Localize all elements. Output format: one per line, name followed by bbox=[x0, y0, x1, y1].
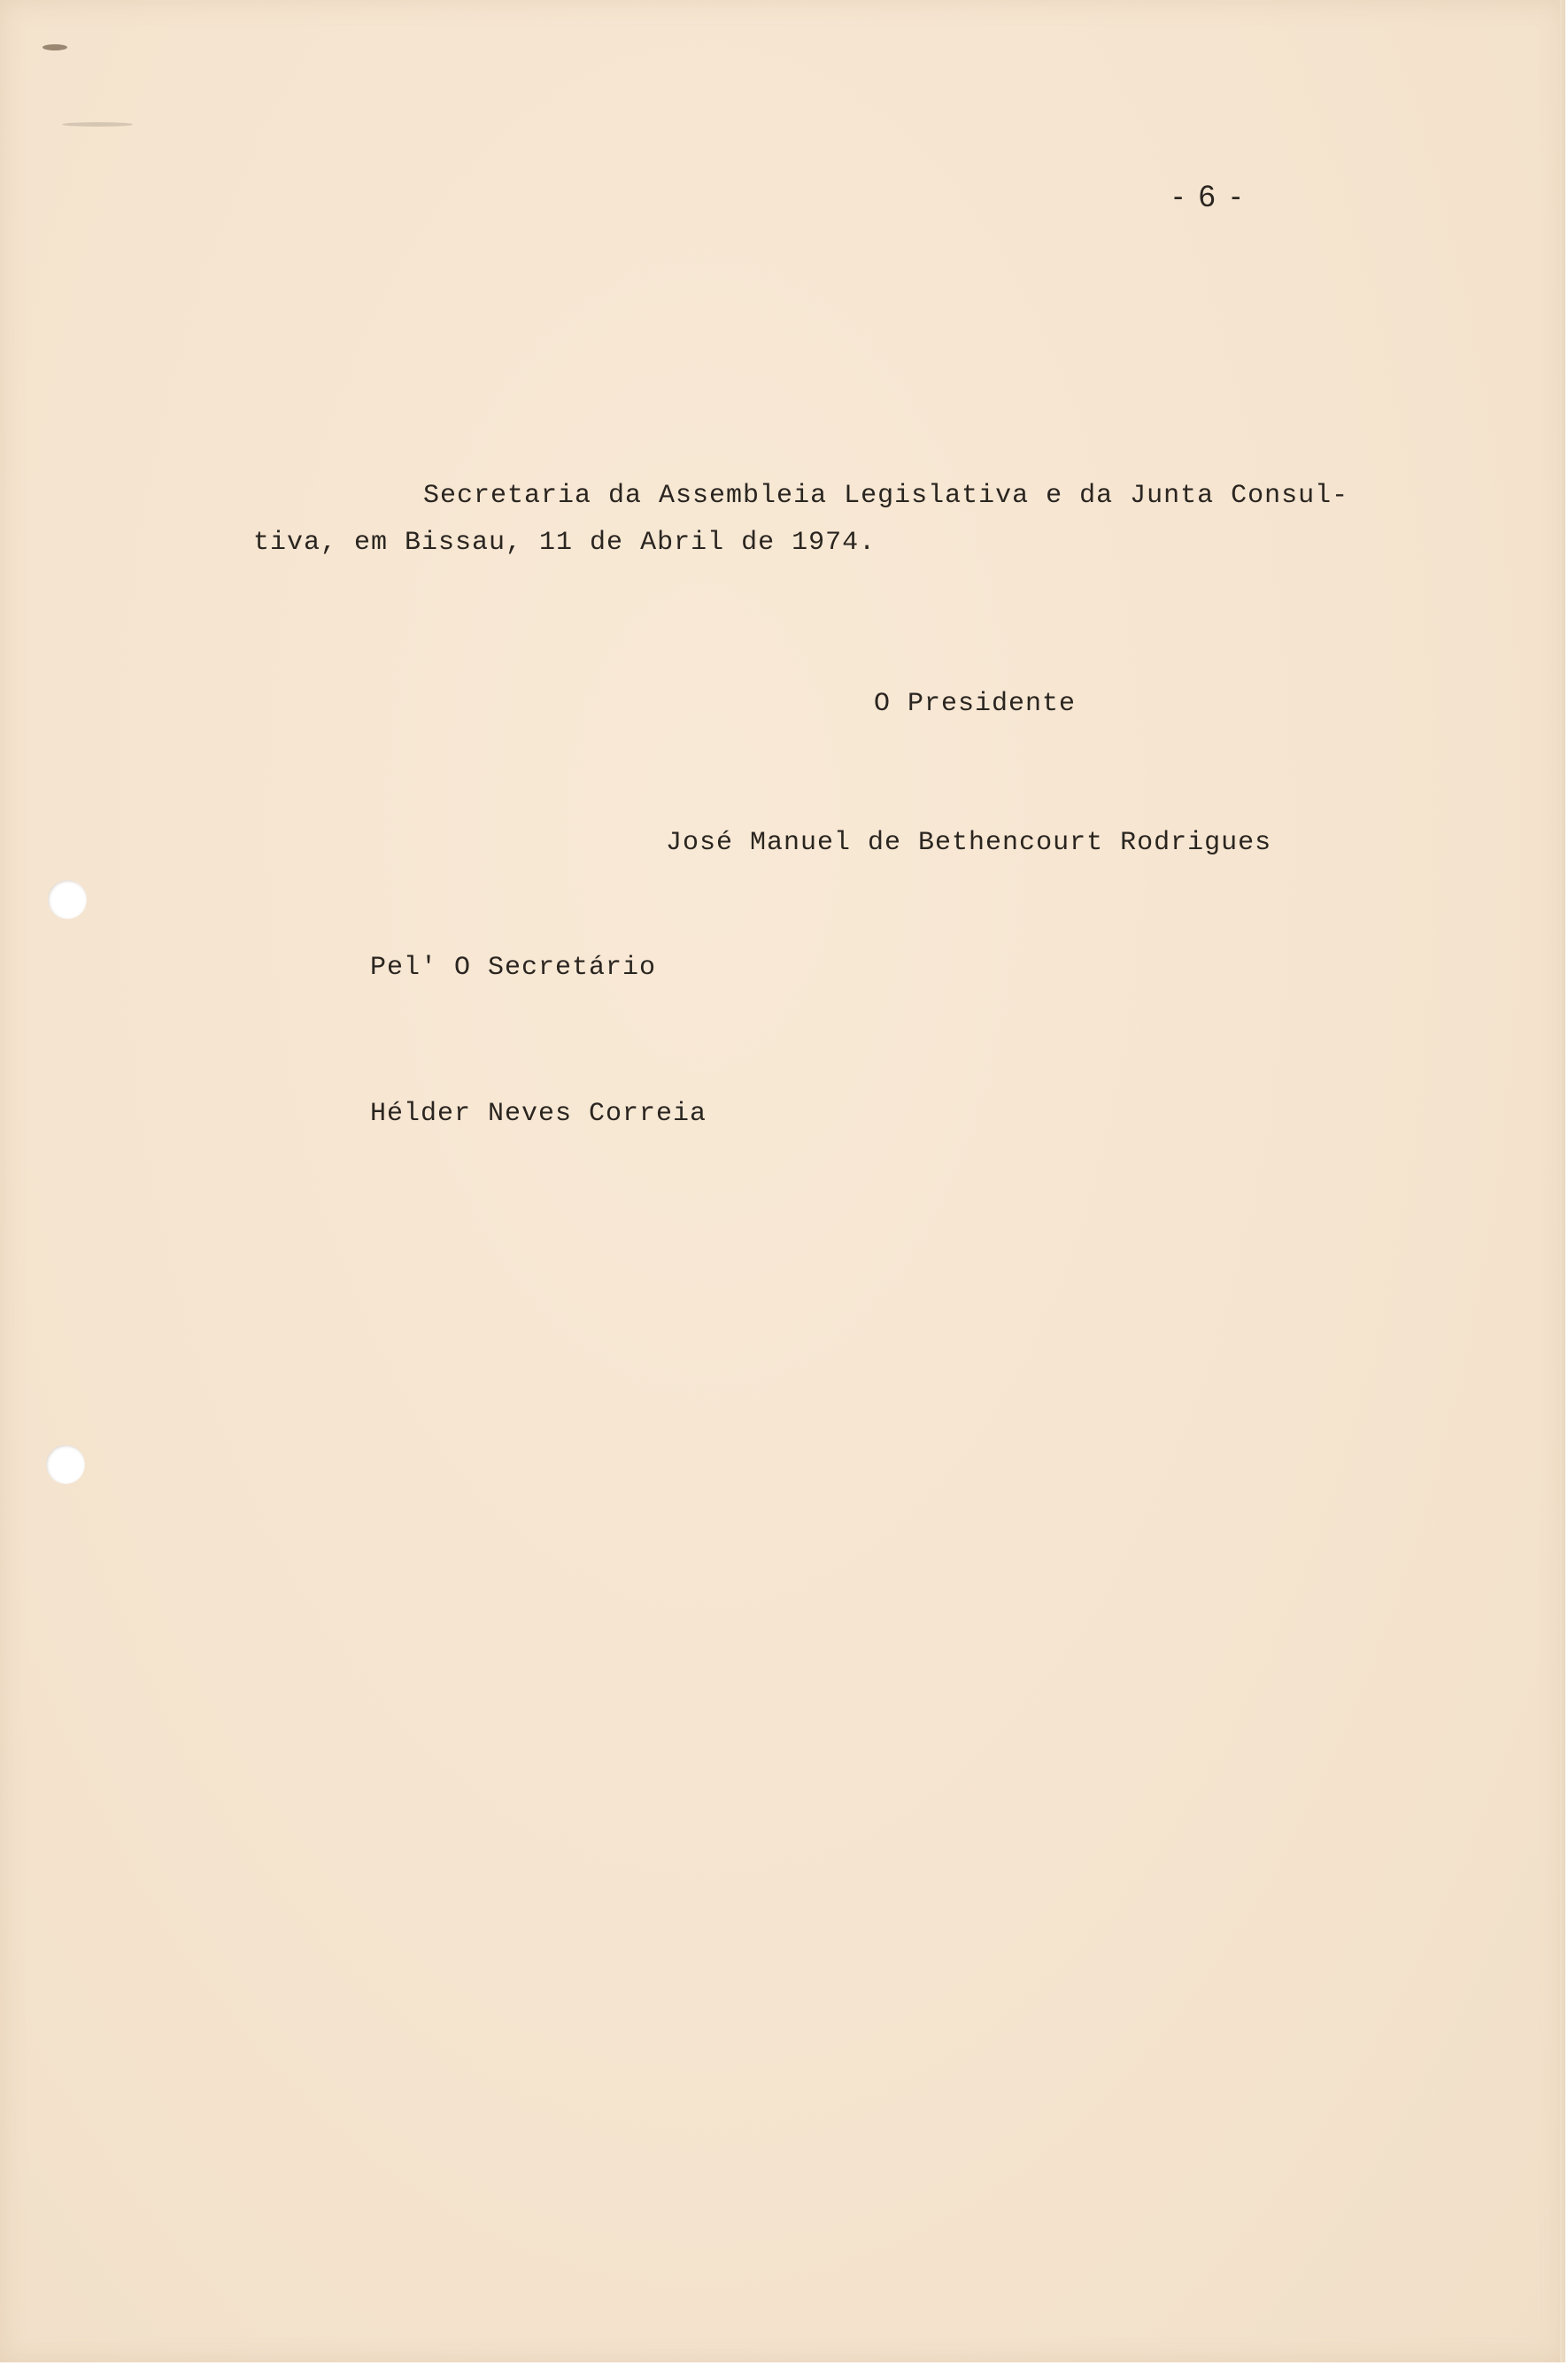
president-name: José Manuel de Bethencourt Rodrigues bbox=[666, 828, 1272, 858]
page-number: - 6 - bbox=[1173, 180, 1245, 213]
closing-paragraph-line-1: Secretaria da Assembleia Legislativa e da Junta Consul- bbox=[423, 481, 1349, 511]
punch-hole-top bbox=[48, 880, 87, 919]
president-title: O Presidente bbox=[874, 689, 1077, 719]
secretary-title: Pel' O Secretário bbox=[370, 953, 657, 983]
secretary-name: Hélder Neves Correia bbox=[370, 1099, 707, 1129]
page-edge bbox=[1560, 0, 1565, 2362]
faint-mark bbox=[62, 122, 133, 127]
punch-hole-bottom bbox=[46, 1445, 85, 1484]
closing-paragraph-line-2: tiva, em Bissau, 11 de Abril de 1974. bbox=[253, 528, 877, 558]
ink-smudge bbox=[42, 44, 67, 50]
